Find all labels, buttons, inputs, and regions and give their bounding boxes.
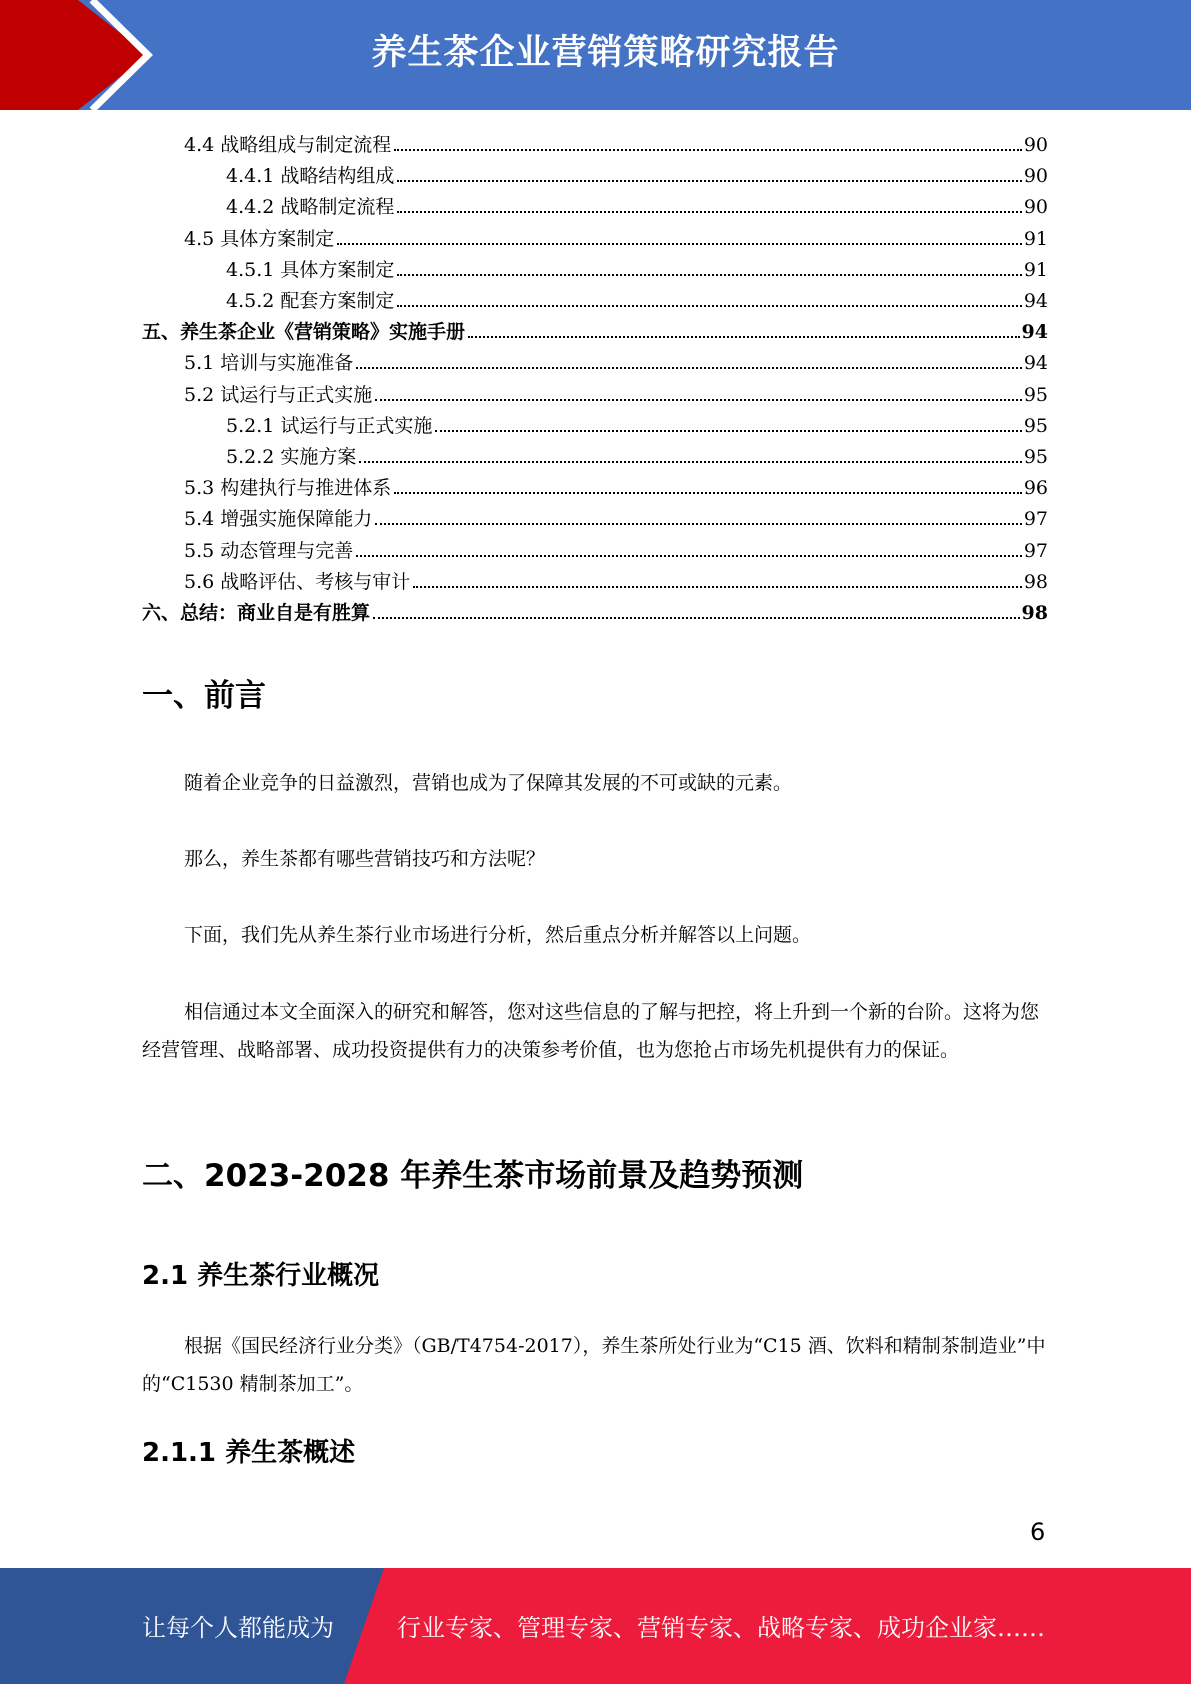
toc-entry-page: 96 [1023, 477, 1048, 500]
toc-entry[interactable] [142, 594, 1048, 625]
toc-entry[interactable] [226, 251, 1048, 282]
toc-entry-page: 91 [1023, 227, 1048, 250]
section-heading-market-outlook: 二、2023-2028 年养生茶市场前景及趋势预测 [142, 1158, 804, 1194]
toc-entry[interactable] [184, 126, 1048, 157]
toc-entry[interactable] [142, 313, 1048, 344]
toc-entry-page: 94 [1023, 352, 1048, 375]
toc-entry-title: 5.3 构建执行与推进体系 [184, 477, 392, 500]
toc-entry[interactable] [226, 438, 1048, 469]
toc-dot-leader [397, 179, 1021, 182]
page-header [0, 0, 1191, 110]
toc-entry-page: 90 [1023, 134, 1048, 156]
toc-entry-title: 5.2.1 试运行与正式实施 [226, 414, 433, 437]
toc-entry-title: 5.5 动态管理与完善 [184, 539, 354, 562]
toc-entry-title: 4.4.1 战略结构组成 [226, 165, 395, 188]
toc-dot-leader [394, 491, 1022, 494]
toc-entry-title: 5.2 试运行与正式实施 [184, 383, 373, 406]
toc-dot-leader [394, 148, 1022, 151]
toc-entry-title: 六、总结：商业自是有胜算 [142, 602, 371, 624]
toc-entry[interactable] [184, 220, 1048, 251]
toc-dot-leader [397, 210, 1021, 213]
toc-entry-title: 5.6 战略评估、考核与审计 [184, 570, 411, 593]
toc-entry-page: 95 [1023, 446, 1048, 468]
toc-dot-leader [375, 398, 1022, 401]
toc-entry-title: 五、养生茶企业《营销策略》实施手册 [142, 321, 466, 344]
footer-slogan-left: 让每个人都能成为 [142, 1614, 334, 1642]
toc-dot-leader [356, 366, 1022, 369]
document-title: 养生茶企业营销策略研究报告 [371, 33, 840, 73]
toc-entry[interactable] [184, 532, 1048, 563]
toc-entry-title: 4.5.2 配套方案制定 [226, 290, 395, 312]
toc-entry-page: 91 [1023, 258, 1048, 281]
toc-entry-title: 5.1 培训与实施准备 [184, 352, 354, 375]
toc-dot-leader [375, 522, 1022, 525]
toc-dot-leader [413, 585, 1022, 588]
toc-entry-title: 5.4 增强实施保障能力 [184, 508, 373, 531]
paragraph: 下面，我们先从养生茶行业市场进行分析，然后重点分析并解答以上问题。 [184, 924, 812, 946]
toc-entry-page: 94 [1023, 290, 1048, 312]
toc-entry-title: 5.2.2 实施方案 [226, 446, 357, 468]
subsection-heading-industry-overview: 2.1 养生茶行业概况 [142, 1261, 380, 1291]
toc-entry[interactable] [184, 376, 1048, 407]
toc-entry[interactable] [184, 500, 1048, 531]
toc-entry-title: 4.5 具体方案制定 [184, 227, 335, 250]
section-heading-preface: 一、前言 [142, 678, 266, 714]
page-number: 6 [1030, 1518, 1046, 1546]
paragraph: 相信通过本文全面深入的研究和解答，您对这些信息的了解与把控，将上升到一个新的台阶。这将为您经营管理、战略部署、成功投资提供有力的决策参考价值，也为您抢占市场先机提供有力的保证。 [142, 1001, 1040, 1061]
toc-entry-page: 97 [1023, 539, 1048, 562]
paragraph: 那么，养生茶都有哪些营销技巧和方法呢？ [184, 848, 546, 870]
paragraph: 随着企业竞争的日益激烈，营销也成为了保障其发展的不可或缺的元素。 [184, 772, 793, 794]
toc-dot-leader [373, 616, 1020, 619]
toc-entry-title: 4.4.2 战略制定流程 [226, 196, 395, 219]
toc-entry-page: 90 [1023, 196, 1048, 219]
toc-entry[interactable] [226, 407, 1048, 438]
toc-entry[interactable] [226, 157, 1048, 188]
subsection-heading-tea-overview: 2.1.1 养生茶概述 [142, 1438, 356, 1468]
toc-entry-title: 4.5.1 具体方案制定 [226, 258, 395, 281]
toc-entry-page: 95 [1023, 383, 1048, 406]
page-footer [0, 1568, 1191, 1684]
toc-entry-page: 98 [1021, 602, 1048, 624]
toc-entry-page: 95 [1023, 414, 1048, 437]
toc-entry[interactable] [184, 469, 1048, 500]
footer-slogan-right: 行业专家、管理专家、营销专家、战略专家、成功企业家…… [397, 1614, 1045, 1642]
toc-entry-page: 97 [1023, 508, 1048, 531]
toc-entry[interactable] [226, 188, 1048, 219]
toc-entry[interactable] [226, 282, 1048, 313]
toc-entry-page: 98 [1023, 570, 1048, 593]
toc-entry-page: 90 [1023, 165, 1048, 188]
paragraph: 根据《国民经济行业分类》（GB/T4754-2017），养生茶所处行业为“C15 酒、饮料和精制茶制造业”中的“C1530 精制茶加工”。 [142, 1335, 1046, 1395]
toc-dot-leader [468, 335, 1020, 338]
toc-dot-leader [397, 273, 1021, 276]
toc-dot-leader [337, 242, 1022, 245]
toc-entry-page: 94 [1021, 321, 1048, 344]
toc-entry[interactable] [184, 344, 1048, 375]
toc-dot-leader [397, 304, 1021, 307]
toc-dot-leader [359, 460, 1021, 463]
toc-dot-leader [356, 554, 1022, 557]
toc-entry[interactable] [184, 563, 1048, 594]
toc-dot-leader [435, 429, 1021, 432]
toc-entry-title: 4.4 战略组成与制定流程 [184, 134, 392, 156]
